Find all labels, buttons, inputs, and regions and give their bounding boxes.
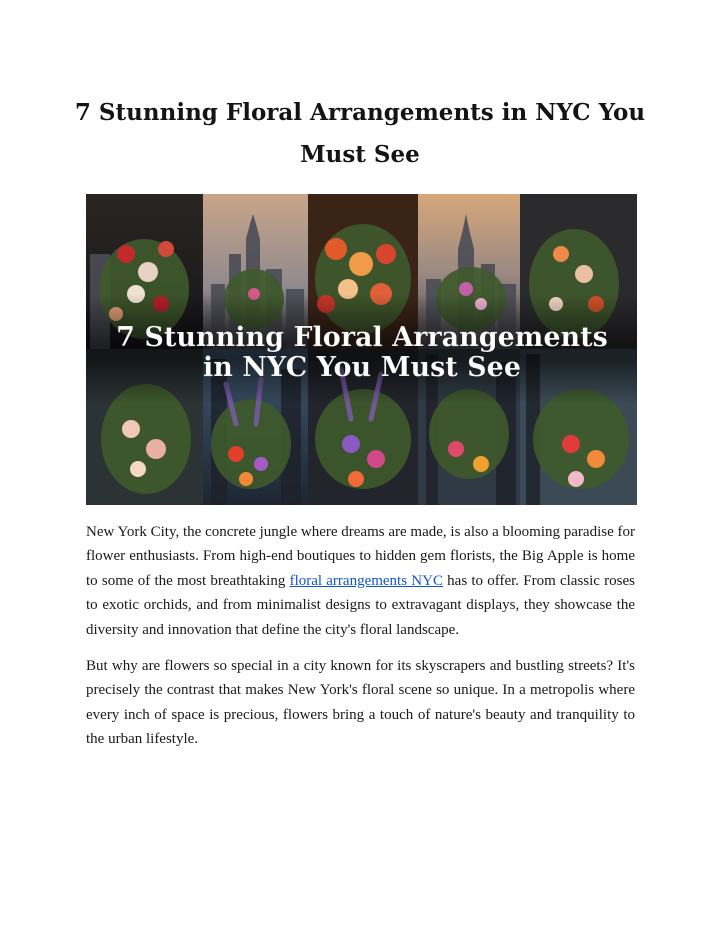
intro-paragraph [86,520,635,642]
hero-overlay-line2: in NYC You Must See [202,352,522,383]
hero-image [86,194,637,505]
second-paragraph: But why are flowers so special in a city known for its skyscrapers and bustling streets? It's precisely the contrast that makes New York's floral scene so unique. In a metropolis where every inch of space is precious, flowers bring a touch of nature's beauty and tranquility to the urban lifestyle. [86,658,635,748]
intro-text-before-link: New York City, the concrete jungle where dreams are made, is also a blooming paradise for flower enthusiasts. From high-end boutiques to hidden gem florists, the Big Apple is home to some of the most breathtaking [86,524,635,589]
floral-arrangements-link[interactable]: floral arrangements NYC [289,572,443,589]
page-title: 7 Stunning Floral Arrangements in NYC You Must See [74,99,646,168]
hero-overlay-line1: 7 Stunning Floral Arrangements [116,322,608,353]
intro-text-after-link: has to offer. From classic roses to exotic orchids, and from minimalist designs to extravagant displays, they showcase the diversity and innovation that define the city's floral landscape. [86,572,635,638]
floral-collage-image [86,194,637,505]
